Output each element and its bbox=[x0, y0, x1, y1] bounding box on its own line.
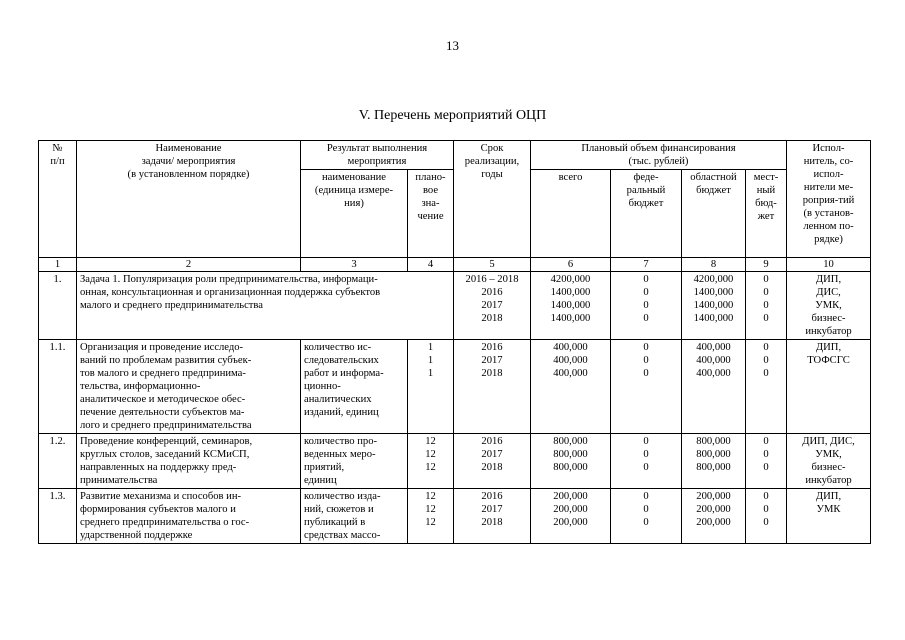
row-num: 1.1. bbox=[39, 340, 77, 434]
header-num: № п/п bbox=[39, 141, 77, 258]
row-num: 1. bbox=[39, 272, 77, 340]
header-financing: Плановый объем финансирования (тыс. рублей) bbox=[531, 141, 787, 170]
row-local: 0 0 0 bbox=[746, 489, 787, 544]
row-name: Развитие механизма и способов ин- формирования субъектов малого и среднего предпринимательства о гос- ударственной поддержке bbox=[77, 489, 301, 544]
row-result-name: количество изда- ний, сюжетов и публикаций в средствах массо- bbox=[301, 489, 408, 544]
row-total: 4200,000 1400,000 1400,000 1400,000 bbox=[531, 272, 611, 340]
col-num-7: 7 bbox=[611, 258, 682, 272]
table-row bbox=[39, 340, 871, 434]
header-fin-total: всего bbox=[531, 170, 611, 258]
row-local: 0 0 0 0 bbox=[746, 272, 787, 340]
row-total: 800,000 800,000 800,000 bbox=[531, 434, 611, 489]
col-num-8: 8 bbox=[682, 258, 746, 272]
header-name: Наименование задачи/ мероприятия (в установленном порядке) bbox=[77, 141, 301, 258]
row-regional: 4200,000 1400,000 1400,000 1400,000 bbox=[682, 272, 746, 340]
row-num: 1.2. bbox=[39, 434, 77, 489]
header-result-plan: плано- вое зна- чение bbox=[408, 170, 454, 258]
col-num-3: 3 bbox=[301, 258, 408, 272]
row-years: 2016 2017 2018 bbox=[454, 489, 531, 544]
row-name: Задача 1. Популяризация роли предпринимательства, информаци- онная, консультационная и организационная поддержка субъектов малого и среднего предпринимательства bbox=[77, 272, 454, 340]
row-federal: 0 0 0 bbox=[611, 434, 682, 489]
row-result-plan: 12 12 12 bbox=[408, 489, 454, 544]
page-number: 13 bbox=[446, 38, 459, 53]
row-local: 0 0 0 bbox=[746, 434, 787, 489]
header-fin-regional: областной бюджет bbox=[682, 170, 746, 258]
row-federal: 0 0 0 0 bbox=[611, 272, 682, 340]
row-name: Проведение конференций, семинаров, круглых столов, заседаний КСМиСП, направленных на поддержку пред- принимательства bbox=[77, 434, 301, 489]
col-num-5: 5 bbox=[454, 258, 531, 272]
row-name: Организация и проведение исследо- ваний по проблемам развития субъек- тов малого и среднего предпринима- тельства, информационно- аналитическое и методическое обес- печение деятельности субъектов ма- лого и среднего предпринимательства bbox=[77, 340, 301, 434]
row-executors: ДИП, ДИС, УМК, бизнес- инкубатор bbox=[787, 434, 871, 489]
header-term: Срок реализации, годы bbox=[454, 141, 531, 258]
col-num-1: 1 bbox=[39, 258, 77, 272]
header-row-1 bbox=[39, 141, 871, 170]
column-numbers-row bbox=[39, 258, 871, 272]
row-local: 0 0 0 bbox=[746, 340, 787, 434]
row-regional: 200,000 200,000 200,000 bbox=[682, 489, 746, 544]
measures-table bbox=[38, 140, 871, 544]
row-num: 1.3. bbox=[39, 489, 77, 544]
table-row bbox=[39, 434, 871, 489]
col-num-6: 6 bbox=[531, 258, 611, 272]
col-num-2: 2 bbox=[77, 258, 301, 272]
col-num-10: 10 bbox=[787, 258, 871, 272]
table-row bbox=[39, 489, 871, 544]
row-total: 400,000 400,000 400,000 bbox=[531, 340, 611, 434]
row-regional: 400,000 400,000 400,000 bbox=[682, 340, 746, 434]
col-num-9: 9 bbox=[746, 258, 787, 272]
row-executors: ДИП, ТОФСГС bbox=[787, 340, 871, 434]
row-executors: ДИП, УМК bbox=[787, 489, 871, 544]
row-executors: ДИП, ДИС, УМК, бизнес- инкубатор bbox=[787, 272, 871, 340]
col-num-4: 4 bbox=[408, 258, 454, 272]
row-years: 2016 2017 2018 bbox=[454, 340, 531, 434]
row-regional: 800,000 800,000 800,000 bbox=[682, 434, 746, 489]
row-result-name: количество ис- следовательских работ и информа- ционно- аналитических изданий, единиц bbox=[301, 340, 408, 434]
row-years: 2016 – 2018 2016 2017 2018 bbox=[454, 272, 531, 340]
header-fin-local: мест- ный бюд- жет bbox=[746, 170, 787, 258]
header-result: Результат выполнения мероприятия bbox=[301, 141, 454, 170]
header-fin-federal: феде- ральный бюджет bbox=[611, 170, 682, 258]
row-years: 2016 2017 2018 bbox=[454, 434, 531, 489]
header-executors: Испол- нитель, со- испол- нители ме- роприя-тий (в установ- ленном по- рядке) bbox=[787, 141, 871, 258]
row-result-name: количество про- веденных меро- приятий, единиц bbox=[301, 434, 408, 489]
row-federal: 0 0 0 bbox=[611, 340, 682, 434]
row-result-plan: 12 12 12 bbox=[408, 434, 454, 489]
row-federal: 0 0 0 bbox=[611, 489, 682, 544]
row-result-plan: 1 1 1 bbox=[408, 340, 454, 434]
row-total: 200,000 200,000 200,000 bbox=[531, 489, 611, 544]
table-row bbox=[39, 272, 871, 340]
section-title: V. Перечень мероприятий ОЦП bbox=[358, 108, 547, 123]
header-result-name: наименование (единица измере- ния) bbox=[301, 170, 408, 258]
